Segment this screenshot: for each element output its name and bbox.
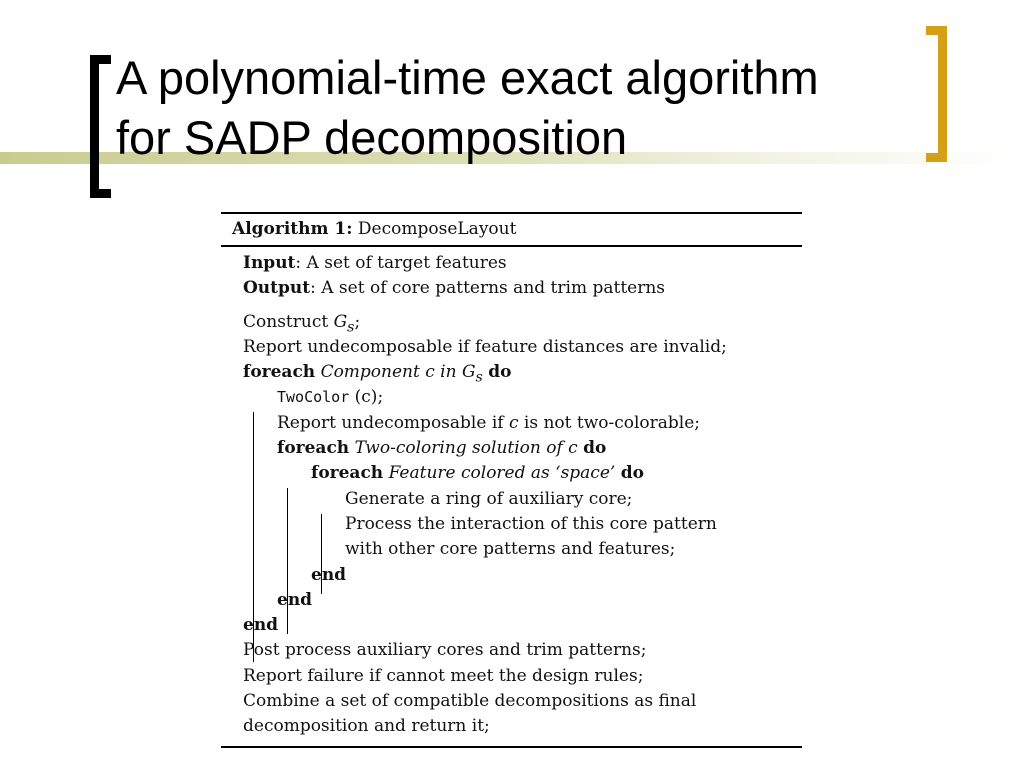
foreach-condition: Component c in [320,362,462,383]
do-keyword: do [488,362,512,383]
output-keyword: Output [243,278,311,299]
right-bracket-decoration [926,26,947,162]
left-bracket-decoration [90,55,111,198]
foreach-keyword: foreach [277,438,350,459]
algorithm-label: Algorithm 1: [232,219,353,239]
input-keyword: Input [243,253,296,273]
construct-text: Construct [243,311,334,332]
output-line [243,276,802,301]
do-keyword: do [620,463,644,484]
twocolor-function: TwoColor [277,388,350,407]
construct-line [243,310,802,335]
algorithm-header [221,214,802,245]
bottom-rule [221,746,802,748]
report-failure-line: Report failure if cannot meet the design rules; [243,665,644,686]
graph-symbol: G [333,311,348,332]
slide-title [116,48,819,168]
end-inner-loop: end [311,564,347,585]
spacer [243,302,802,310]
graph-subscript: s [475,369,483,386]
twocolor-args: (c); [349,387,384,408]
foreach-coloring-line [243,436,802,461]
scope-line-inner [321,514,322,594]
end-middle-loop: end [277,589,313,610]
generate-ring-line: Generate a ring of auxiliary core; [345,488,633,509]
construct-end: ; [354,311,361,332]
algorithm-body [221,247,802,746]
graph-symbol: G [461,362,476,383]
foreach-keyword: foreach [311,463,384,484]
foreach-feature-line [243,461,802,486]
decomposition-return-line: decomposition and return it; [243,716,490,737]
foreach-condition: Feature colored as ‘space’ [388,463,616,484]
slide-title-line-2: for SADP decomposition [116,111,628,164]
input-line [243,251,802,276]
report-text-end: is not two-colorable; [518,412,701,433]
report-component-line [243,411,802,436]
foreach-keyword: foreach [243,362,316,383]
input-text: : A set of target features [295,253,507,273]
component-variable: c [508,412,519,433]
end-outer-loop: end [243,615,279,636]
output-text: : A set of core patterns and trim patterns [310,278,666,299]
with-other-line: with other core patterns and features; [345,539,676,560]
slide-title-line-1: A polynomial-time exact algorithm [116,51,819,104]
foreach-condition: Two-coloring solution of c [354,438,578,459]
graph-subscript: s [347,318,355,335]
algorithm-box [221,212,802,748]
report-text: Report undecomposable if [277,412,509,433]
scope-line-outer [253,412,254,662]
report-invalid-line: Report undecomposable if feature distances are invalid; [243,336,727,357]
scope-line-middle [287,488,288,634]
foreach-component-line [243,360,802,385]
post-process-line: Post process auxiliary cores and trim patterns; [243,640,647,661]
algorithm-name: DecomposeLayout [357,219,517,239]
process-interaction-line: Process the interaction of this core pattern [345,513,717,534]
combine-line: Combine a set of compatible decompositions as final [243,691,697,712]
do-keyword: do [583,438,607,459]
twocolor-line [243,385,802,410]
